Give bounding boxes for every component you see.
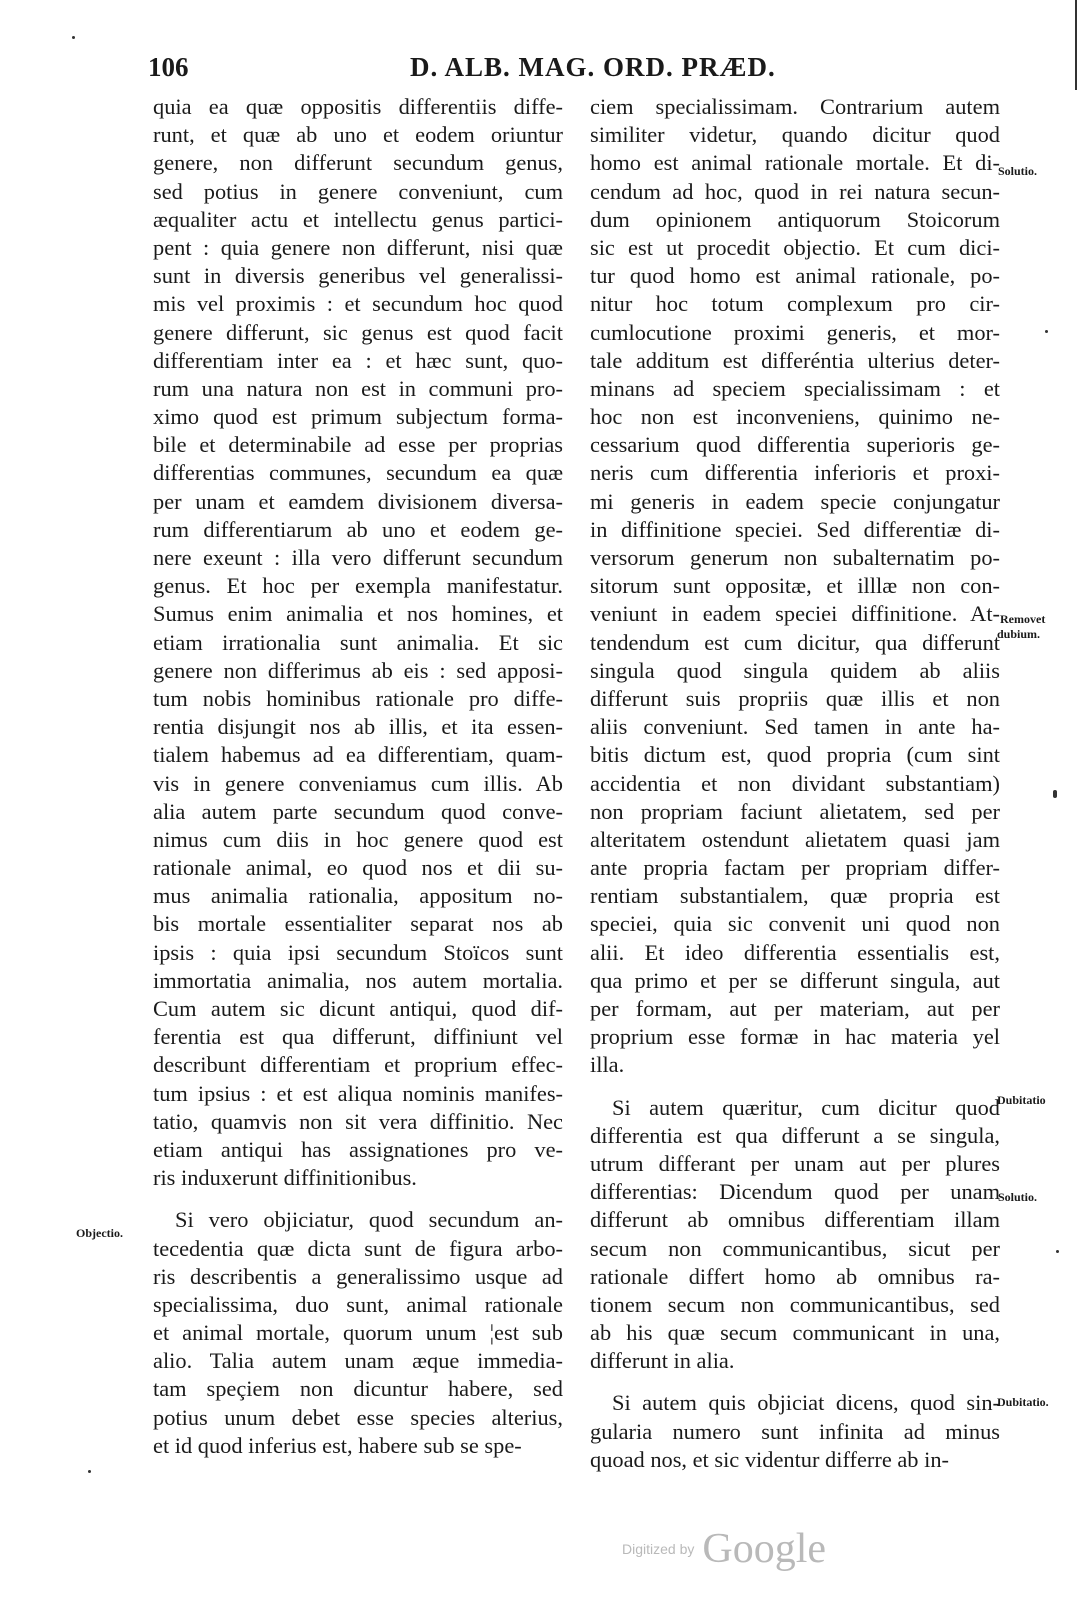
text-line: differunt suis propriis quæ illis et non xyxy=(590,685,1000,711)
text-line: similiter videtur, quando dicitur quod xyxy=(590,122,1000,148)
google-watermark xyxy=(622,1525,826,1573)
text-line: Cum autem sic dicunt antiqui, quod dif- xyxy=(153,996,563,1021)
text-line: differunt ab omnibus differentiam illam xyxy=(590,1207,1000,1233)
text-line: tum ipsius : et est aliqua nominis manifes- xyxy=(153,1080,563,1106)
text-line: ab his quæ secum communicant in una, xyxy=(590,1320,1000,1346)
text-line: runt, et quæ ab uno et eodem oriuntur xyxy=(153,122,563,148)
text-line: in diffinitione speciei. Sed differentiæ di- xyxy=(590,516,1000,542)
text-line: ipsis : quia ipsi secundum Stoïcos sunt xyxy=(153,939,563,965)
text-line: Si autem quis objiciat dicens, quod sin- xyxy=(612,1390,1000,1416)
text-line: sunt in diversis generibus vel generalissi- xyxy=(153,263,563,289)
text-line: sic est ut procedit objectio. Et cum dici- xyxy=(590,234,1000,260)
left-text-column xyxy=(153,93,563,1460)
text-line: et animal mortale, quorum unum ¦est sub xyxy=(153,1320,563,1346)
margin-note-dubium: dubium. xyxy=(997,627,1041,641)
speck xyxy=(1045,330,1048,333)
text-line: cessarium quod differentia superioris ge- xyxy=(590,432,1000,458)
text-line: bitis dictum est, quod propria (cum sint xyxy=(590,742,1000,768)
text-line: rationale differt homo ab omnibus ra- xyxy=(590,1263,1000,1289)
margin-note-solutio-2: Solutio. xyxy=(998,1190,1038,1204)
margin-note-dubitatio-2: Dubitatio. xyxy=(997,1395,1049,1409)
text-line: rationale animal, eo quod nos et dii su- xyxy=(153,855,563,881)
text-line: accidentia et non dividant substantiam) xyxy=(590,770,1000,796)
text-line: ciem specialissimam. Contrarium autem xyxy=(590,94,1000,119)
text-line: ris induxerunt diffinitionibus. xyxy=(153,1165,417,1191)
text-line: æqualiter actu et intellectu genus partici- xyxy=(153,206,563,232)
text-line: qua primo et per se differunt singula, aut xyxy=(590,967,1000,993)
text-line: rum differentiarum ab uno et eodem ge- xyxy=(153,516,563,542)
text-line: vis in genere conveniamus cum illis. Ab xyxy=(153,770,563,796)
text-line: non propriam faciunt alietatem, sed per xyxy=(590,798,1000,824)
text-line: mus animalia rationalia, appositum no- xyxy=(153,883,563,909)
text-line: quia ea quæ oppositis differentiis diffe- xyxy=(153,94,563,119)
text-line: dum opinionem antiquorum Stoicorum xyxy=(590,206,1000,232)
text-line: nitur hoc totum complexum pro cir- xyxy=(590,291,1000,317)
text-line: tatio, quamvis non sit vera diffinitio. Nec xyxy=(153,1108,563,1134)
right-text-column xyxy=(590,93,1000,1474)
text-line: ante propria factam per propriam differ- xyxy=(590,855,1000,881)
text-line: sitorum sunt oppositæ, et illlæ non con- xyxy=(590,573,1000,599)
text-line: rentiam substantialem, quæ propria est xyxy=(590,883,1000,909)
text-line: immortatia animalia, nos autem mortalia. xyxy=(153,967,563,993)
speck xyxy=(1053,790,1057,798)
text-line: proprium esse formæ in hac materia yel xyxy=(590,1024,1000,1050)
text-line: genere differunt, sic genus est quod facit xyxy=(153,319,563,345)
text-line: per unam et eamdem divisionem diversa- xyxy=(153,488,563,514)
text-line: ris describentis a generalissimo usque ad xyxy=(153,1263,563,1289)
text-line: genere non differimus ab eis : sed apposi- xyxy=(153,657,563,683)
text-line: sed potius in genere conveniunt, cum xyxy=(153,178,563,204)
text-line: et id quod inferius est, habere sub se spe- xyxy=(153,1432,522,1458)
text-line: tum nobis hominibus rationale pro diffe- xyxy=(153,685,563,711)
text-line: etiam irrationalia sunt animalia. Et sic xyxy=(153,629,563,655)
running-head: D. ALB. MAG. ORD. PRÆD. xyxy=(410,52,776,82)
margin-note-solutio: Solutio. xyxy=(998,164,1038,178)
text-line: differentiam inter ea : et hæc sunt, quo- xyxy=(153,347,563,373)
page-edge-line xyxy=(1075,0,1077,90)
text-line: neris cum differentia inferioris et proxi- xyxy=(590,460,1000,486)
text-line: rentia disjungit nos ab illis, et ita essen- xyxy=(153,714,563,740)
text-line: etiam antiqui has assignationes pro ve- xyxy=(153,1136,563,1162)
text-line: alia autem parte secundum quod conve- xyxy=(153,798,563,824)
text-line: tionem secum non communicantibus, sed xyxy=(590,1291,1000,1317)
paragraph-gap xyxy=(590,1375,1000,1389)
text-line: versorum generum non subalternatim po- xyxy=(590,545,1000,570)
text-line: minans ad speciem specialissimam : et xyxy=(590,375,1000,401)
text-line: illa. xyxy=(590,1052,625,1078)
text-line: ferentia est qua differunt, diffiniunt vel xyxy=(153,1024,563,1050)
text-line: speciei, quia sic convenit uni quod non xyxy=(590,911,1000,937)
text-line: rum una natura non est in communi pro- xyxy=(153,375,563,401)
text-line: per formam, aut per materiam, aut per xyxy=(590,996,1000,1021)
text-line: gularia numero sunt infinita ad minus xyxy=(590,1418,1000,1444)
text-line: specialissima, duo sunt, animal rationale xyxy=(153,1291,563,1317)
margin-note-objectio: Objectio. xyxy=(76,1226,123,1240)
text-line: tur quod homo est animal rationale, po- xyxy=(590,263,1000,289)
speck xyxy=(88,1470,91,1473)
text-line: tendendum est cum dicitur, qua differunt xyxy=(590,629,1000,655)
text-line: mis vel proximis : et secundum hoc quod xyxy=(153,291,563,317)
text-line: nimus cum diis in hoc genere quod est xyxy=(153,826,563,852)
text-line: tialem habemus ad ea differentiam, quam- xyxy=(153,742,563,768)
text-line: ximo quod est primum subjectum forma- xyxy=(153,404,563,430)
margin-note-removet: Removet xyxy=(1000,612,1046,626)
text-line: bis mortale essentialiter separat nos ab xyxy=(153,911,563,937)
watermark-digitized-text: Digitized by xyxy=(622,1541,695,1557)
text-line: singula quod singula quidem ab aliis xyxy=(590,657,1000,683)
text-line: cumlocutione proximi generis, et mor- xyxy=(590,319,1000,345)
text-line: nere exeunt : illa vero differunt secundum xyxy=(153,545,563,570)
text-line: hoc non est inconveniens, quinimo ne- xyxy=(590,404,1000,430)
speck xyxy=(1056,1250,1059,1253)
speck xyxy=(72,36,75,39)
text-line: alteritatem ostendunt alietatem quasi jam xyxy=(590,826,1000,852)
text-line: tam speçiem non dicuntur habere, sed xyxy=(153,1376,563,1402)
margin-note-dubitatio: Dubitatio xyxy=(997,1093,1046,1107)
text-line: differentia est qua differunt a se singula, xyxy=(590,1122,1000,1148)
text-line: pent : quia genere non differunt, nisi quæ xyxy=(153,234,563,260)
text-line: potius unum debet esse species alterius, xyxy=(153,1404,563,1430)
text-line: quoad nos, et sic videntur differre ab in- xyxy=(590,1446,949,1472)
watermark-google-logo: Google xyxy=(702,1526,827,1572)
text-line: Si autem quæritur, cum dicitur quod xyxy=(612,1094,1000,1120)
text-line: homo est animal rationale mortale. Et di- xyxy=(590,150,1000,176)
text-line: describunt differentiam et proprium effec- xyxy=(153,1052,563,1078)
text-line: differentias: Dicendum quod per unam xyxy=(590,1179,1000,1205)
text-line: genus. Et hoc per exempla manifestatur. xyxy=(153,573,563,599)
text-line: aliis conveniunt. Sed tamen in ante ha- xyxy=(590,714,1000,740)
text-line: cendum ad hoc, quod in rei natura secun- xyxy=(590,178,1000,204)
text-line: secum non communicantibus, sicut per xyxy=(590,1235,1000,1261)
text-line: Sumus enim animalia et nos homines, et xyxy=(153,601,563,627)
text-line: tecedentia quæ dicta sunt de figura arbo- xyxy=(153,1235,563,1261)
text-line: utrum differant per unam aut per plures xyxy=(590,1150,1000,1176)
page-number: 106 xyxy=(148,52,189,82)
text-line: mi generis in eadem specie conjungatur xyxy=(590,488,1000,514)
text-line: Si vero objiciatur, quod secundum an- xyxy=(175,1207,563,1233)
text-line: alii. Et ideo differentia essentialis est, xyxy=(590,939,1000,965)
text-line: veniunt in eadem speciei diffinitione. At- xyxy=(590,601,1000,627)
text-line: bile et determinabile ad esse per proprias xyxy=(153,432,563,458)
text-line: tale additum est differéntia ulterius deter- xyxy=(590,347,1000,373)
text-line: genere, non differunt secundum genus, xyxy=(153,150,563,176)
paragraph-gap xyxy=(590,1080,1000,1094)
text-line: differentias communes, secundum ea quæ xyxy=(153,460,563,486)
text-line: differunt in alia. xyxy=(590,1348,735,1374)
text-line: alio. Talia autem unam æque immedia- xyxy=(153,1348,563,1374)
paragraph-gap xyxy=(153,1192,563,1206)
